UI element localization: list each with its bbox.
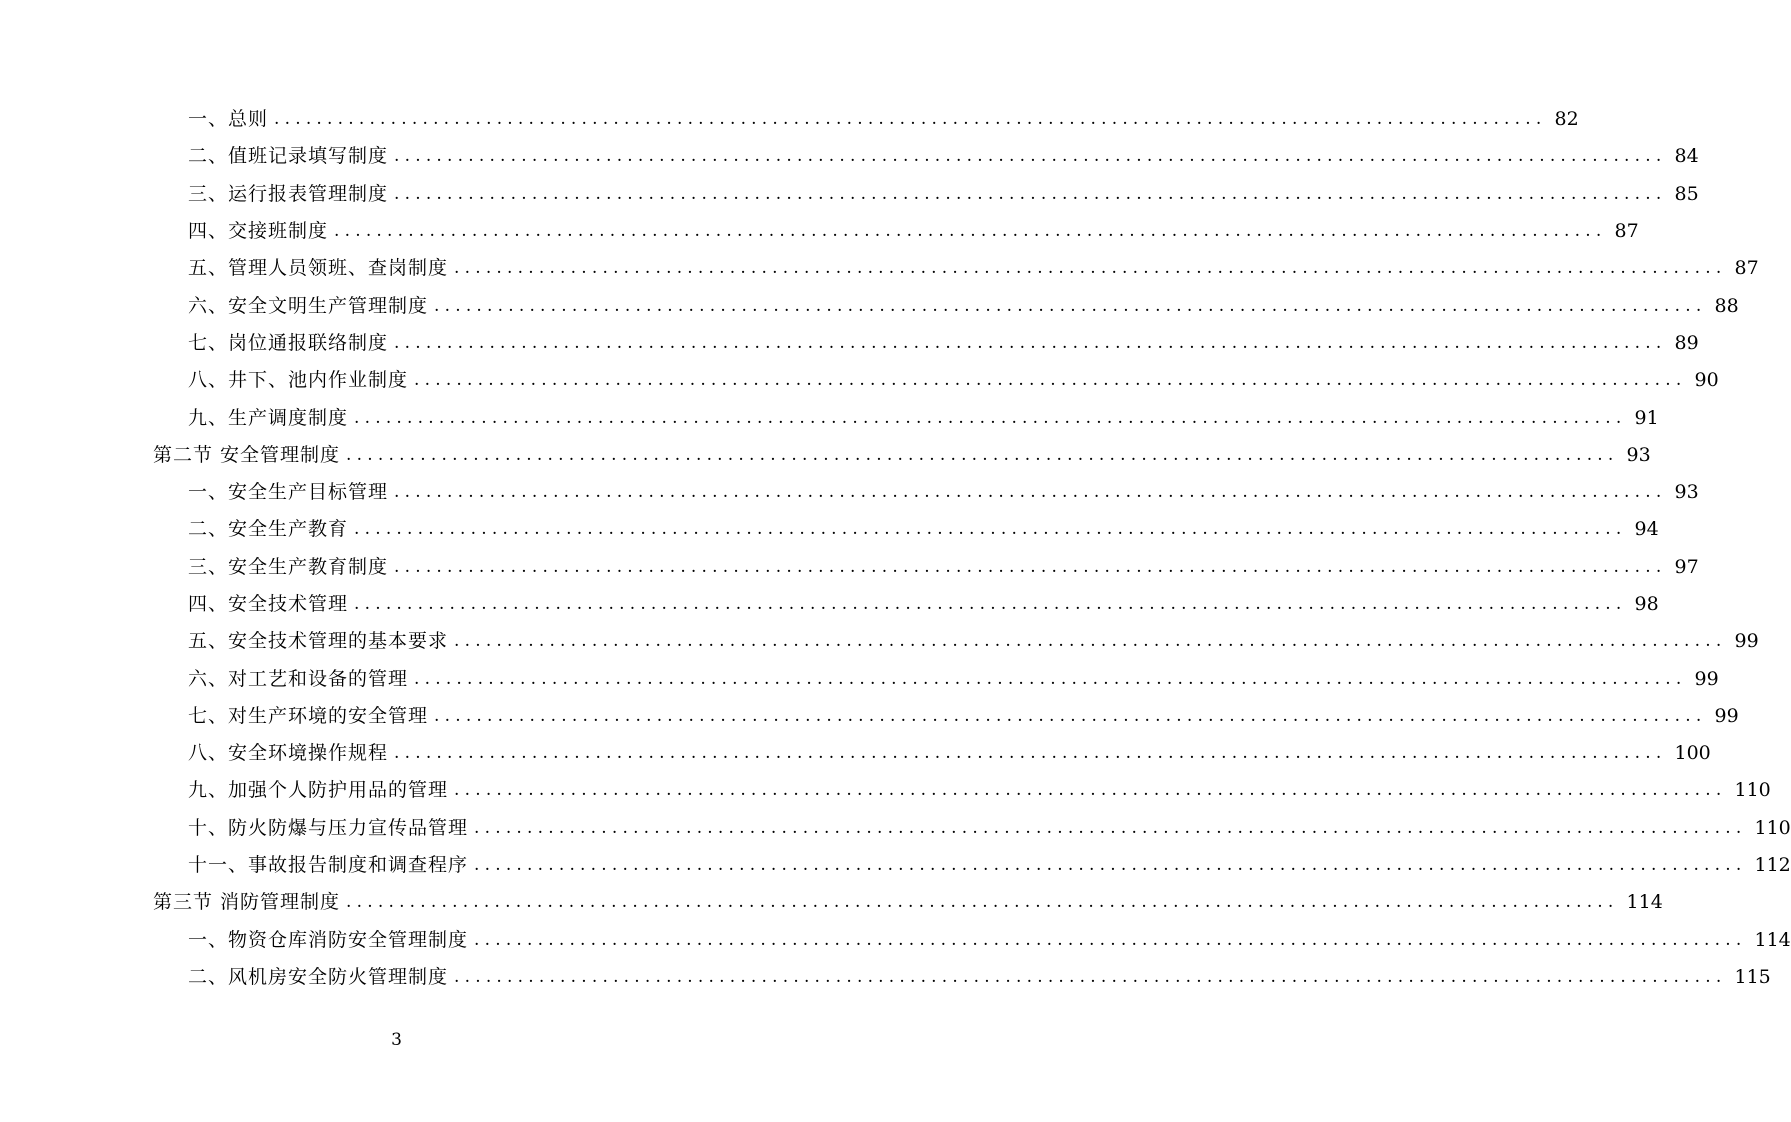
toc-entry-title: 二、值班记录填写制度 (188, 138, 394, 175)
toc-entry[interactable] (0, 847, 1791, 884)
toc-entry[interactable] (0, 586, 1659, 623)
toc-entry-page: 87 (1726, 250, 1758, 287)
toc-entry-title: 二、风机房安全防火管理制度 (188, 959, 454, 996)
toc-entry[interactable] (0, 362, 1719, 399)
toc-entry-page: 99 (1726, 623, 1758, 660)
toc-section-entry[interactable] (0, 437, 1651, 474)
toc-dot-leader: ........................................................................................................................ (394, 482, 1667, 503)
toc-entry-title: 九、加强个人防护用品的管理 (188, 772, 454, 809)
toc-entry-title: 六、安全文明生产管理制度 (188, 288, 434, 325)
toc-dot-leader: ........................................................................................................................ (354, 519, 1627, 540)
toc-section-entry[interactable] (0, 884, 1663, 921)
toc-entry-title: 六、对工艺和设备的管理 (188, 661, 414, 698)
toc-entry[interactable] (0, 549, 1699, 586)
toc-dot-leader: ........................................................................................................................ (394, 332, 1667, 353)
toc-dot-leader: ........................................................................................................................ (434, 295, 1707, 316)
toc-dot-leader: ........................................................................................................................ (414, 370, 1687, 391)
toc-entry-page: 82 (1546, 101, 1578, 138)
toc-dot-leader: ........................................................................................................................ (434, 705, 1707, 726)
toc-dot-leader: ........................................................................................................................ (354, 594, 1627, 614)
toc-entry[interactable] (0, 399, 1659, 436)
toc-entry-page: 99 (1686, 661, 1718, 698)
toc-entry-page: 112 (1746, 847, 1790, 884)
toc-entry-title: 八、井下、池内作业制度 (188, 362, 414, 399)
toc-entry-title: 九、生产调度制度 (188, 400, 354, 437)
toc-entry-page: 91 (1626, 400, 1658, 437)
toc-entry-page: 85 (1666, 176, 1698, 213)
toc-dot-leader: ........................................................................................................................ (334, 221, 1607, 242)
toc-dot-leader: ........................................................................................................................ (274, 109, 1547, 130)
toc-entry-title: 第三节 消防管理制度 (153, 884, 346, 921)
toc-entry-title: 一、物资仓库消防安全管理制度 (188, 922, 474, 959)
toc-entry[interactable] (0, 287, 1739, 324)
toc-entry[interactable] (0, 250, 1759, 287)
toc-dot-leader: ........................................................................................................................ (354, 407, 1627, 428)
toc-entry-page: 99 (1706, 698, 1738, 735)
toc-entry-title: 一、总则 (188, 101, 274, 138)
toc-dot-leader: ........................................................................................................................ (454, 966, 1727, 987)
toc-entry[interactable] (0, 213, 1639, 250)
toc-dot-leader: ........................................................................................................................ (394, 743, 1667, 764)
toc-entry[interactable] (0, 511, 1659, 548)
toc-entry-page: 93 (1666, 474, 1698, 511)
toc-entry-page: 88 (1706, 288, 1738, 325)
toc-dot-leader: ........................................................................................................................ (454, 631, 1727, 652)
toc-dot-leader: ........................................................................................................................ (474, 817, 1747, 838)
toc-entry[interactable] (0, 810, 1791, 847)
toc-entry-title: 一、安全生产目标管理 (188, 474, 394, 511)
toc-entry-page: 98 (1626, 586, 1658, 623)
toc-entry-page: 97 (1666, 549, 1698, 586)
toc-entry[interactable] (0, 959, 1771, 996)
toc-entry-title: 二、安全生产教育 (188, 511, 354, 548)
toc-entry-title: 三、运行报表管理制度 (188, 176, 394, 213)
toc-entry-title: 四、交接班制度 (188, 213, 334, 250)
toc-entry-title: 七、对生产环境的安全管理 (188, 698, 434, 735)
toc-entry[interactable] (0, 474, 1699, 511)
toc-entry-title: 四、安全技术管理 (188, 586, 354, 623)
toc-dot-leader: ........................................................................................................................ (474, 855, 1747, 876)
toc-entry-title: 八、安全环境操作规程 (188, 735, 394, 772)
toc-dot-leader: ........................................................................................................................ (414, 668, 1687, 689)
toc-entry-title: 第二节 安全管理制度 (153, 437, 346, 474)
toc-entry-page: 93 (1619, 437, 1651, 474)
toc-entry[interactable] (0, 772, 1771, 809)
toc-entry[interactable] (0, 660, 1719, 697)
toc-entry-title: 五、安全技术管理的基本要求 (188, 623, 454, 660)
toc-dot-leader: ........................................................................................................................ (394, 556, 1667, 577)
toc-dot-leader: ........................................................................................................................ (454, 780, 1727, 801)
toc-dot-leader: ........................................................................................................................ (454, 258, 1727, 279)
toc-entry[interactable] (0, 922, 1791, 959)
toc-entry-page: 90 (1686, 362, 1718, 399)
toc-entry[interactable] (0, 325, 1699, 362)
toc-entry[interactable] (0, 101, 1579, 138)
toc-dot-leader: ........................................................................................................................ (346, 892, 1619, 913)
toc-entry-page: 94 (1626, 511, 1658, 548)
toc-entry[interactable] (0, 138, 1699, 175)
toc-entry-page: 110 (1746, 810, 1790, 847)
toc-entry-page: 114 (1619, 884, 1663, 921)
toc-entry-title: 五、管理人员领班、查岗制度 (188, 250, 454, 287)
toc-entry[interactable] (0, 735, 1711, 772)
toc-entry-page: 114 (1746, 922, 1790, 959)
table-of-contents (0, 101, 1791, 996)
toc-entry-page: 89 (1666, 325, 1698, 362)
toc-entry-page: 100 (1666, 735, 1710, 772)
toc-entry-title: 三、安全生产教育制度 (188, 549, 394, 586)
toc-dot-leader: ........................................................................................................................ (346, 444, 1619, 465)
toc-entry[interactable] (0, 623, 1759, 660)
toc-entry[interactable] (0, 176, 1699, 213)
toc-dot-leader: ........................................................................................................................ (394, 183, 1667, 204)
page-number: 3 (391, 1030, 402, 1050)
toc-entry-page: 84 (1666, 138, 1698, 175)
toc-entry-page: 115 (1726, 959, 1770, 996)
toc-dot-leader: ........................................................................................................................ (394, 146, 1667, 167)
toc-entry-title: 十、防火防爆与压力宣传品管理 (188, 810, 474, 847)
toc-entry-page: 87 (1606, 213, 1638, 250)
toc-dot-leader: ........................................................................................................................ (474, 929, 1747, 950)
toc-entry-page: 110 (1726, 772, 1770, 809)
toc-entry[interactable] (0, 698, 1739, 735)
toc-entry-title: 七、岗位通报联络制度 (188, 325, 394, 362)
toc-entry-title: 十一、事故报告制度和调查程序 (188, 847, 474, 884)
